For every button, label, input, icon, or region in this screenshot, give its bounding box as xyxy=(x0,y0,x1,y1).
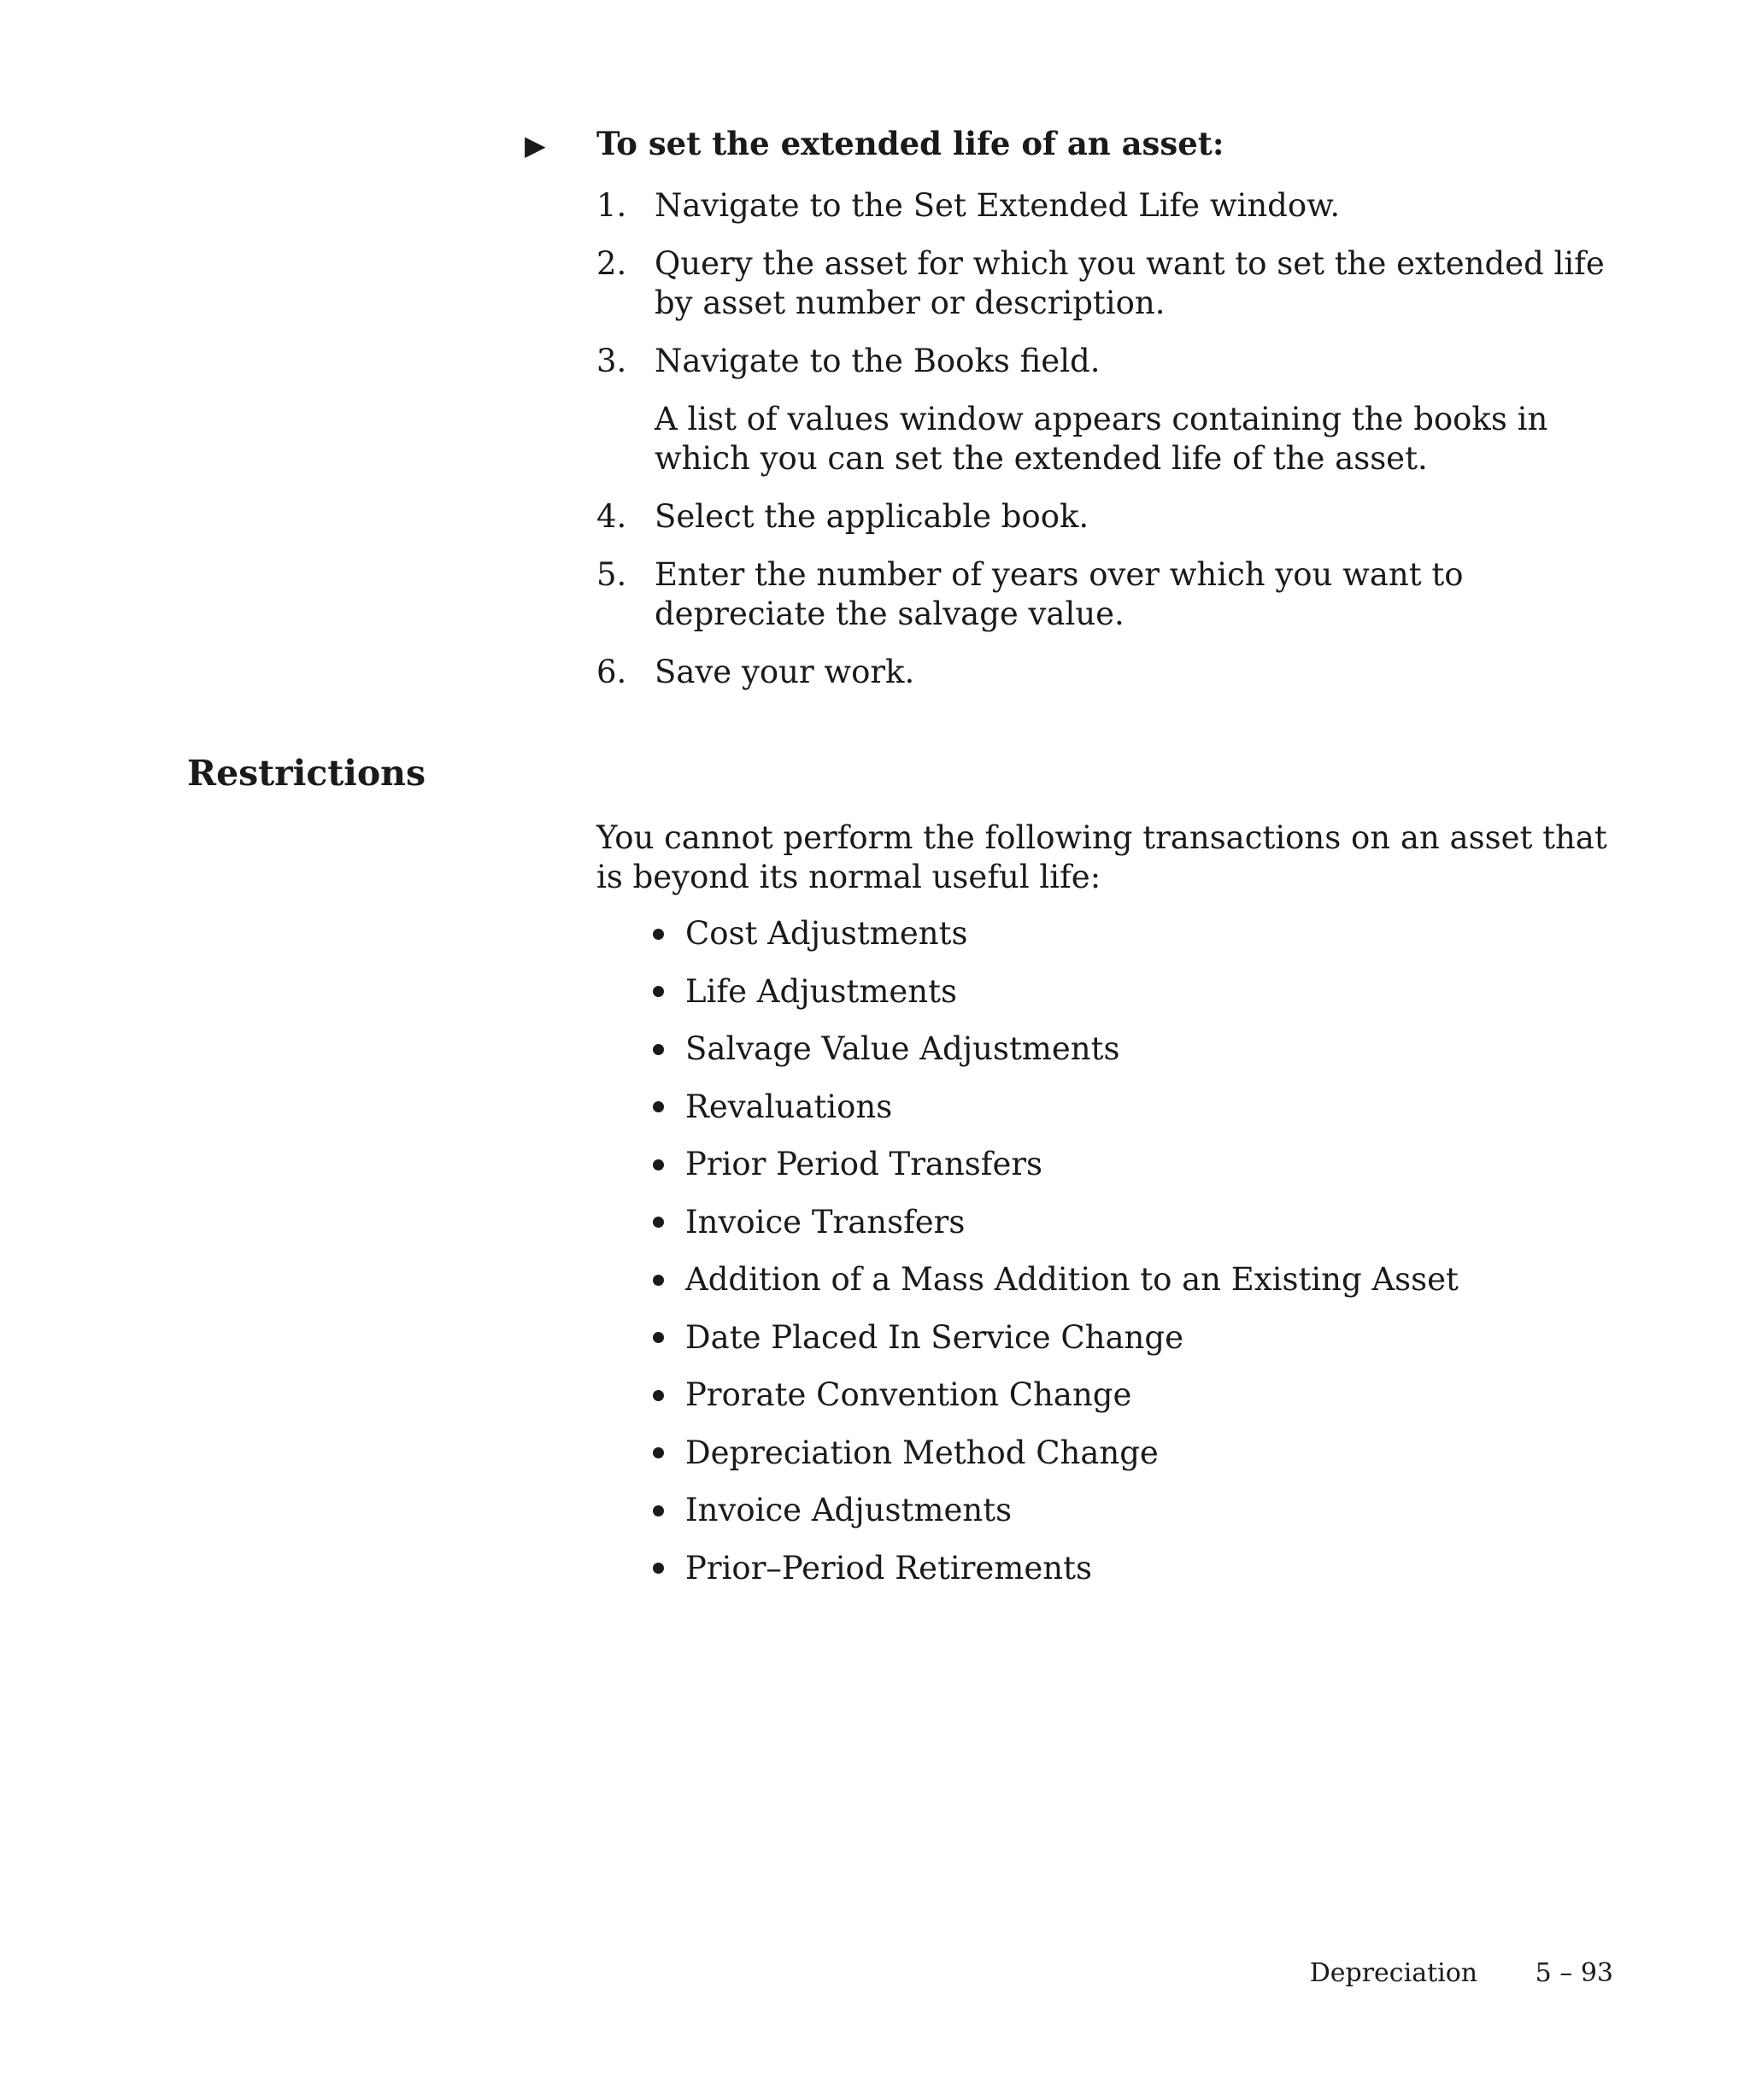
bullet-icon xyxy=(653,1563,664,1574)
page-footer xyxy=(1310,1956,1613,1991)
restrictions-list xyxy=(653,914,1459,1606)
procedure-title: To set the extended life of an asset: xyxy=(596,125,1224,162)
list-item xyxy=(653,1145,1459,1184)
step-number: 3. xyxy=(596,343,627,379)
step-note: A list of values window appears containing the books in which you can set the extended life of the asset. xyxy=(655,401,1548,477)
list-item-text: Invoice Transfers xyxy=(685,1203,966,1241)
list-item xyxy=(653,1088,1459,1127)
bullet-icon xyxy=(653,1044,664,1055)
list-item xyxy=(653,1318,1459,1358)
procedure-steps xyxy=(596,186,1639,711)
list-item-text: Prior–Period Retirements xyxy=(685,1549,1092,1587)
step-text: Navigate to the Books field. xyxy=(655,343,1101,379)
list-item-text: Life Adjustments xyxy=(685,972,957,1010)
bullet-icon xyxy=(653,1447,664,1458)
step-text: Navigate to the Set Extended Life window. xyxy=(655,187,1341,224)
step-number: 6. xyxy=(596,654,627,690)
list-item-text: Revaluations xyxy=(685,1088,893,1125)
list-item-text: Depreciation Method Change xyxy=(685,1434,1159,1471)
list-item xyxy=(653,1434,1459,1473)
step-number: 1. xyxy=(596,187,627,224)
step-item xyxy=(596,244,1639,323)
bullet-icon xyxy=(653,1275,664,1286)
list-item-text: Salvage Value Adjustments xyxy=(685,1030,1120,1067)
step-item xyxy=(596,342,1639,478)
list-item xyxy=(653,1203,1459,1242)
step-item xyxy=(596,186,1639,226)
footer-chapter: Depreciation xyxy=(1309,1958,1478,1988)
bullet-icon xyxy=(653,1159,664,1170)
list-item-text: Cost Adjustments xyxy=(685,915,968,952)
bullet-icon xyxy=(653,986,664,997)
list-item-text: Prior Period Transfers xyxy=(685,1146,1043,1182)
step-text: Select the applicable book. xyxy=(655,498,1089,535)
list-item-text: Date Placed In Service Change xyxy=(685,1318,1183,1356)
bullet-icon xyxy=(653,1390,664,1401)
list-item xyxy=(653,1549,1459,1588)
list-item-text: Addition of a Mass Addition to an Existing Asset xyxy=(685,1261,1459,1298)
step-number: 5. xyxy=(596,556,627,593)
list-item-text: Prorate Convention Change xyxy=(685,1376,1132,1413)
restrictions-intro: You cannot perform the following transactions on an asset that is beyond its normal useful life: xyxy=(596,819,1607,895)
step-item xyxy=(596,555,1639,634)
bullet-icon xyxy=(653,1217,664,1228)
list-item xyxy=(653,914,1459,953)
list-item xyxy=(653,1029,1459,1069)
section-heading-restrictions: Restrictions xyxy=(187,753,426,794)
step-number: 4. xyxy=(596,498,627,535)
step-text: Enter the number of years over which you want to depreciate the salvage value. xyxy=(655,556,1464,632)
list-item xyxy=(653,1260,1459,1299)
procedure-arrow-icon: ▶ xyxy=(525,129,546,161)
bullet-icon xyxy=(653,929,664,940)
list-item xyxy=(653,1376,1459,1415)
list-item xyxy=(653,1491,1459,1530)
bullet-icon xyxy=(653,1101,664,1112)
list-item xyxy=(653,972,1459,1012)
bullet-icon xyxy=(653,1332,664,1343)
bullet-icon xyxy=(653,1505,664,1516)
footer-page-number: 5 – 93 xyxy=(1535,1958,1613,1988)
step-item xyxy=(596,497,1639,537)
step-item xyxy=(596,653,1639,692)
step-text: Query the asset for which you want to set the extended life by asset number or description. xyxy=(655,245,1605,321)
step-text: Save your work. xyxy=(655,654,915,690)
list-item-text: Invoice Adjustments xyxy=(685,1492,1013,1528)
step-number: 2. xyxy=(596,245,627,282)
step-text-with-note xyxy=(655,342,1639,478)
